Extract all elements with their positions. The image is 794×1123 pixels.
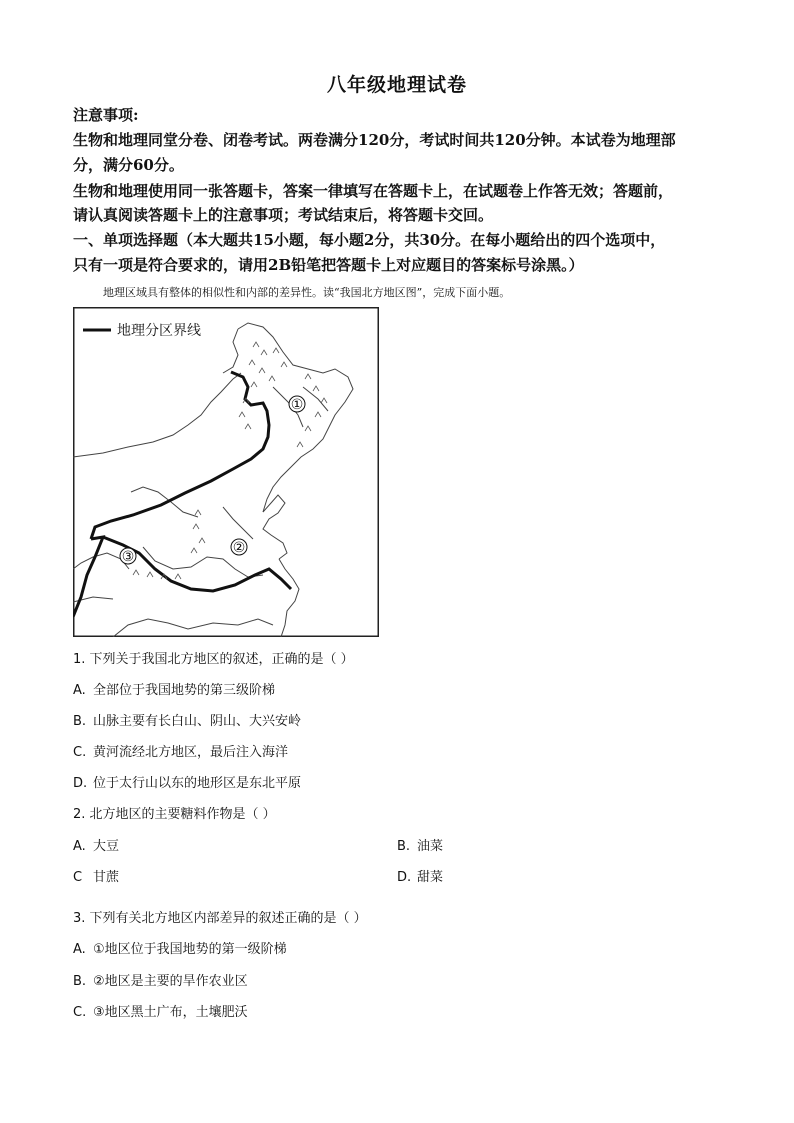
question-stem: 1. 下列关于我国北方地区的叙述，正确的是（ ） [73, 652, 354, 667]
option-text: ②地区是主要的旱作农业区 [93, 974, 248, 989]
option-text: 大豆 [93, 839, 120, 854]
option-key: A. [73, 942, 86, 957]
option-key: A. [73, 839, 86, 854]
option-text: 全部位于我国地势的第三级阶梯 [93, 683, 276, 698]
option [73, 938, 287, 957]
option-key: D. [73, 776, 88, 791]
option [73, 866, 119, 885]
notice-line: 分，满分60分。 [73, 156, 184, 174]
notice-heading: 注意事项: [73, 106, 139, 124]
question-intro: 地理区域具有整体的相似性和内部的差异性。读“我国北方地区图”，完成下面小题。 [103, 286, 511, 299]
option-key: C. [73, 745, 87, 760]
option-key: C. [73, 1005, 87, 1020]
option-text: 位于太行山以东的地形区是东北平原 [93, 776, 302, 791]
notice-line: 生物和地理使用同一张答题卡，答案一律填写在答题卡上，在试题卷上作答无效；答题前， [73, 182, 674, 200]
region-label-1: ① [290, 397, 304, 413]
page-title: 八年级地理试卷 [326, 74, 467, 96]
map-legend-label: 地理分区界线 [117, 323, 201, 339]
option-text: 甜菜 [417, 870, 444, 885]
option-text: 油菜 [417, 839, 444, 854]
option-key: A. [73, 683, 86, 698]
option-text: 黄河流经北方地区，最后注入海洋 [93, 745, 289, 760]
region-label-3: ③ [121, 549, 135, 565]
option [73, 835, 119, 854]
notice-line: 生物和地理同堂分卷、闭卷考试。两卷满分120分，考试时间共120分钟。本试卷为地理部 [73, 131, 676, 149]
option-key: B. [73, 714, 87, 729]
option-key: B. [73, 974, 87, 989]
north-china-map [73, 307, 379, 637]
option [397, 866, 443, 885]
option [397, 835, 443, 854]
option [73, 1001, 248, 1020]
option-text: ③地区黑土广布，土壤肥沃 [93, 1005, 248, 1020]
option-text: 山脉主要有长白山、阴山、大兴安岭 [93, 714, 302, 729]
question-stem: 3. 下列有关北方地区内部差异的叙述正确的是（ ） [73, 911, 367, 926]
region-label-2: ② [232, 540, 246, 556]
option [73, 772, 301, 791]
option-text: 甘蔗 [93, 870, 120, 885]
section-heading-line2: 只有一项是符合要求的，请用2B铅笔把答题卡上对应题目的答案标号涂黑。） [73, 256, 584, 274]
option-text: ①地区位于我国地势的第一级阶梯 [93, 942, 287, 957]
question-stem: 2. 北方地区的主要糖料作物是（ ） [73, 807, 276, 822]
option-key: D. [397, 870, 412, 885]
section-heading: 一、单项选择题（本大题共15小题，每小题2分，共30分。在每小题给出的四个选项中， [73, 231, 666, 249]
option-key: C [73, 870, 83, 885]
option [73, 710, 301, 729]
option [73, 679, 275, 698]
notice-line: 请认真阅读答题卡上的注意事项；考试结束后，将答题卡交回。 [73, 206, 494, 224]
option [73, 741, 288, 760]
option-key: B. [397, 839, 411, 854]
option [73, 970, 248, 989]
